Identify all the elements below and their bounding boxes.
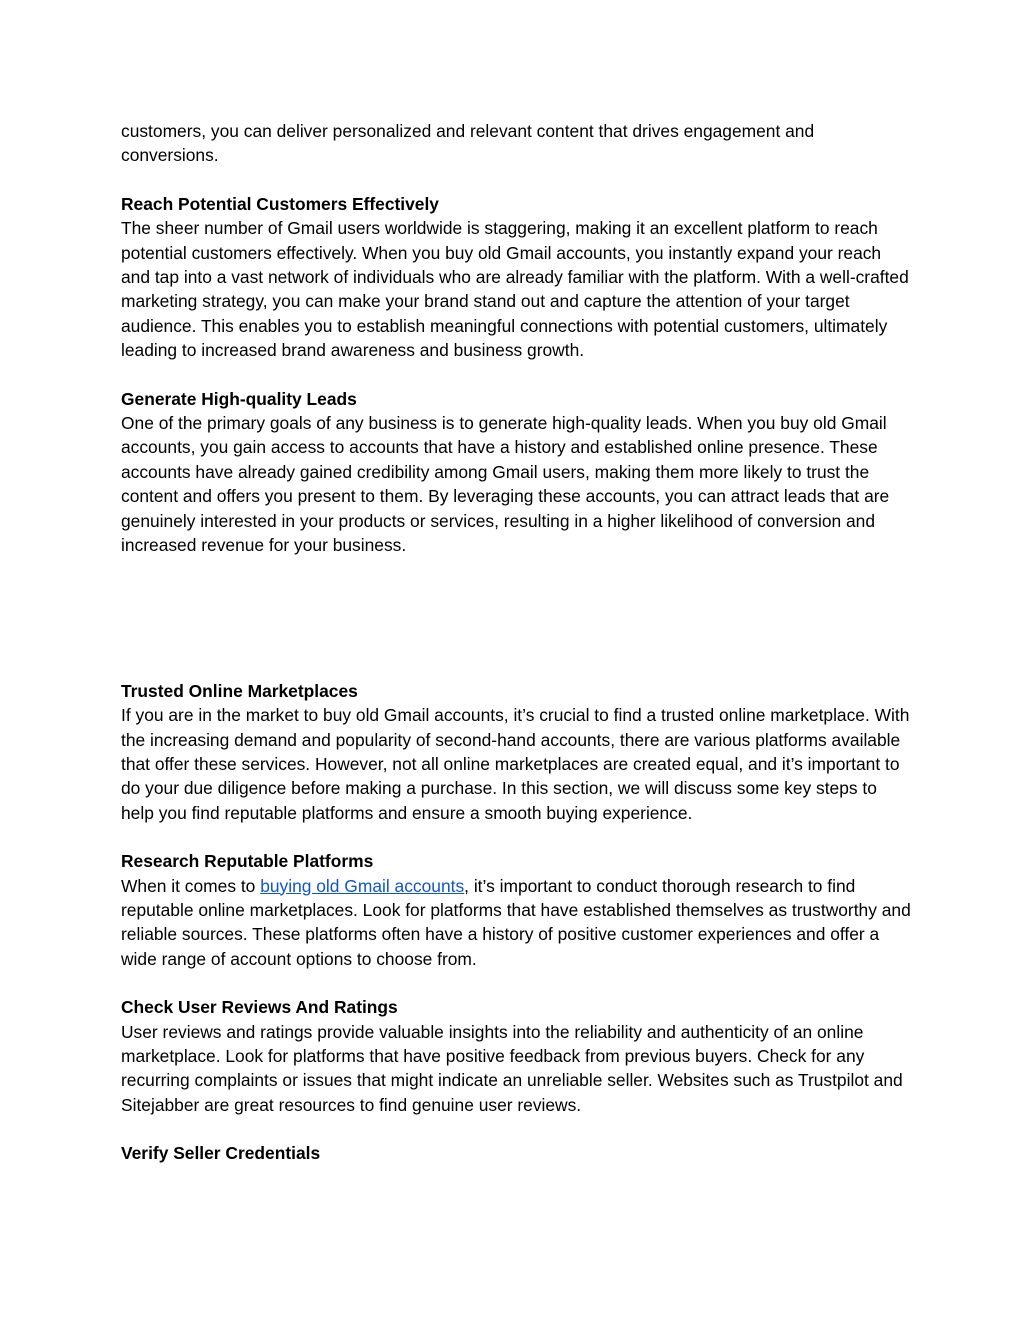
paragraph-spacer bbox=[121, 168, 911, 192]
section-verify-seller bbox=[121, 1141, 911, 1165]
section-heading: Check User Reviews And Ratings bbox=[121, 997, 398, 1018]
section-generate-leads bbox=[121, 387, 911, 557]
section-body bbox=[121, 874, 911, 971]
buying-old-gmail-accounts-link[interactable]: buying old Gmail accounts bbox=[260, 875, 465, 896]
body-text-after-link: , it’s important to conduct thorough research to find reputable online marketplaces. Look for platforms that have established themselves as trustworthy and reliable sources. These platforms often have a history of positive customer experiences and offer a wide range of account options to choose from. bbox=[121, 875, 911, 969]
document-page bbox=[121, 119, 911, 1166]
section-trusted-marketplaces bbox=[121, 679, 911, 825]
paragraph-spacer bbox=[121, 825, 911, 849]
paragraph-spacer bbox=[121, 362, 911, 386]
section-heading: Trusted Online Marketplaces bbox=[121, 680, 358, 701]
section-body: If you are in the market to buy old Gmail accounts, it’s crucial to find a trusted online marketplace. With the increasing demand and popularity of second-hand accounts, there are various platforms available that offer these services. However, not all online marketplaces are created equal, and it’s important to do your due diligence before making a purchase. In this section, we will discuss some key steps to help you find reputable platforms and ensure a smooth buying experience. bbox=[121, 705, 910, 823]
section-user-reviews bbox=[121, 995, 911, 1117]
section-research-platforms bbox=[121, 849, 911, 971]
section-heading: Verify Seller Credentials bbox=[121, 1143, 321, 1164]
section-reach-customers bbox=[121, 192, 911, 362]
blank-space bbox=[121, 557, 911, 679]
section-body: The sheer number of Gmail users worldwide is staggering, making it an excellent platform to reach potential customers effectively. When you buy old Gmail accounts, you instantly expand your reach and tap into a vast network of individuals who are already familiar with the platform. With a well-crafted marketing strategy, you can make your brand stand out and capture the attention of your target audience. This enables you to establish meaningful connections with potential customers, ultimately leading to increased brand awareness and business growth. bbox=[121, 218, 909, 361]
section-heading: Research Reputable Platforms bbox=[121, 851, 374, 872]
body-text-before-link: When it comes to bbox=[121, 875, 261, 896]
section-heading: Reach Potential Customers Effectively bbox=[121, 194, 439, 215]
section-body: One of the primary goals of any business is to generate high-quality leads. When you buy old Gmail accounts, you gain access to accounts that have a history and established online presence. These accounts have already gained credibility among Gmail users, making them more likely to trust the content and offers you present to them. By leveraging these accounts, you can attract leads that are genuinely interested in your products or services, resulting in a higher likelihood of conversion and increased revenue for your business. bbox=[121, 413, 890, 555]
paragraph-spacer bbox=[121, 1117, 911, 1141]
intro-paragraph: customers, you can deliver personalized and relevant content that drives engagement and conversions. bbox=[121, 121, 815, 166]
paragraph-spacer bbox=[121, 971, 911, 995]
section-heading: Generate High-quality Leads bbox=[121, 388, 357, 409]
section-body: User reviews and ratings provide valuable insights into the reliability and authenticity of an online marketplace. Look for platforms that have positive feedback from previous buyers. Check for any recurring complaints or issues that might indicate an unreliable seller. Websites such as Trustpilot and Sitejabber are great resources to find genuine user reviews. bbox=[121, 1021, 903, 1115]
